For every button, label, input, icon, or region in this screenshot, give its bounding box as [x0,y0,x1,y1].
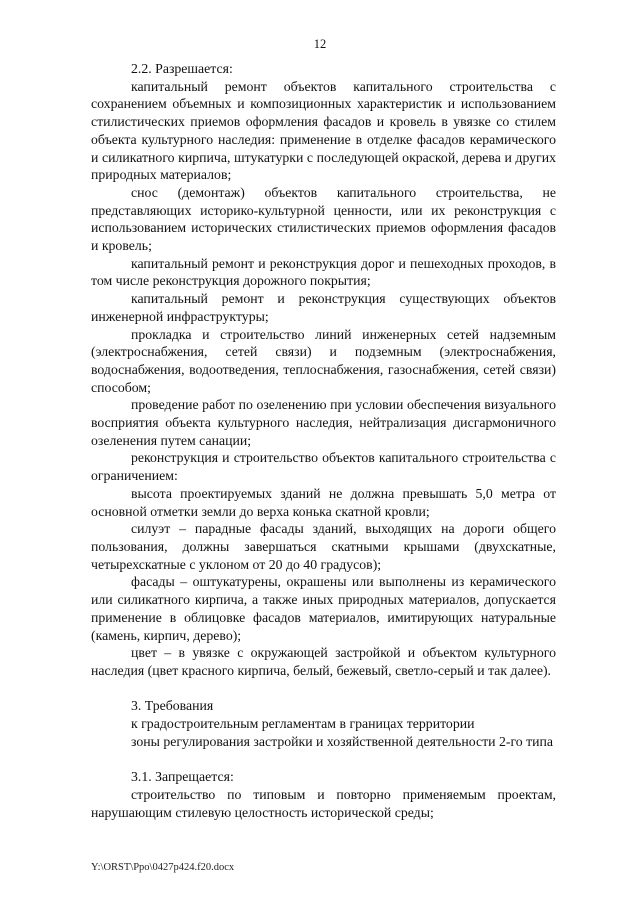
list-item: снос (демонтаж) объектов капитального строительства, не представляющих историко-культурной ценности, или их реконструкция с использованием исторических стилистических приемов оформления фасадов и кровель; [91,184,556,254]
list-item: капитальный ремонт и реконструкция дорог и пешеходных проходов, в том числе реконструкция дорожного покрытия; [91,255,556,289]
list-item: прокладка и строительство линий инженерных сетей надземным (электроснабжения, сетей связи) и подземным (электроснабжения, водоснабжения, водоотведения, теплоснабжения, газоснабжения, сетей связи) способом; [91,326,556,395]
section-2-2-heading: 2.2. Разрешается: [131,61,233,76]
list-item: реконструкция и строительство объектов капитального строительства с ограничением: [91,450,556,484]
section-3-title-line-3: зоны регулирования застройки и хозяйственной деятельности 2-го типа [131,733,554,749]
list-item: фасады – оштукатурены, окрашены или выполнены из керамического или силикатного кирпича, а также иных природных материалов, допускается применение в облицовке фасадов материалов, имитирующих натуральные (камень, кирпич, дерево); [91,574,556,643]
list-item: силуэт – парадные фасады зданий, выходящих на дороги общего пользования, должны завершаться скатными крышами (двухскатные, четырехскатные с уклоном от 20 до 40 градусов); [91,521,556,572]
page-number: 12 [313,37,327,51]
list-item: капитальный ремонт и реконструкция существующих объектов инженерной инфраструктуры; [91,291,556,324]
file-path-footer: Y:\ORST\Ppo\0427p424.f20.docx [91,862,235,873]
section-3-1-heading: 3.1. Запрещается: [131,769,234,785]
list-item: проведение работ по озеленению при условии обеспечения визуального восприятия объекта культурного наследия, нейтрализация дисгармоничного озеленения путем санации; [91,397,556,448]
list-item: высота проектируемых зданий не должна превышать 5,0 метра от основной отметки земли до верха конька скатной кровли; [91,485,556,519]
document-body [91,60,556,821]
section-3-title-line-2: к градостроительным регламентам в границах территории [131,716,475,731]
list-item: капитальный ремонт объектов капитального строительства с сохранением объемных и композиционных характеристик и использованием стилистических приемов оформления фасадов и кровель в увязке со стилем объекта культурного наследия: применение в отделке фасадов керамического и силикатного кирпича, штукатурки с последующей окраской, дерева и других природных материалов; [91,78,556,183]
list-item: цвет – в увязке с окружающей застройкой и объектом культурного наследия (цвет красного кирпича, белый, бежевый, светло-серый и так далее). [91,645,556,678]
section-3-title-line-1: 3. Требования [131,698,214,714]
list-item: строительство по типовым и повторно применяемым проектам, нарушающим стилевую целостность исторической среды; [91,786,556,820]
